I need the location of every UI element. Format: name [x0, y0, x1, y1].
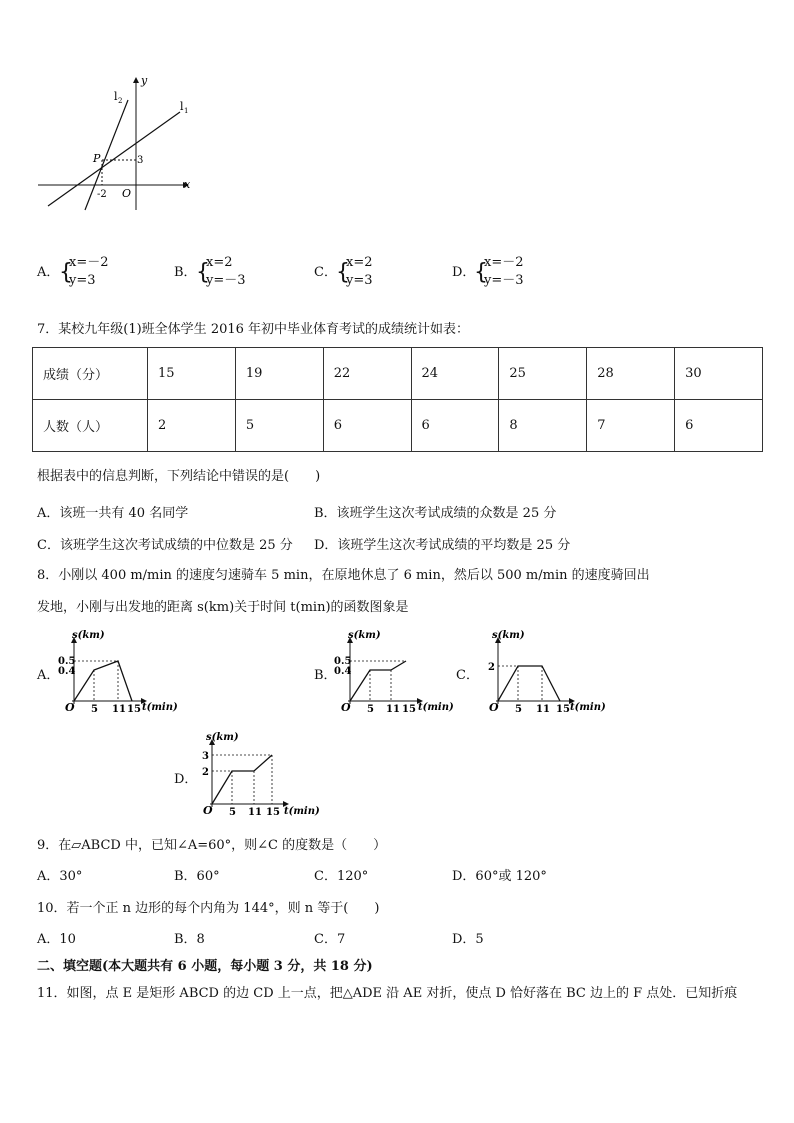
- q7-question: 根据表中的信息判断，下列结论中错误的是( ): [37, 469, 321, 484]
- table-cell: 15: [148, 348, 236, 400]
- q8-option-c-label[interactable]: C．: [456, 668, 479, 683]
- q6-figure: [30, 70, 200, 215]
- q7-option-d[interactable]: D．该班学生这次考试成绩的平均数是 25 分: [314, 538, 571, 553]
- q6-option-d[interactable]: [452, 256, 572, 292]
- l1-label: l: [180, 100, 184, 113]
- table-cell: 7: [587, 400, 675, 452]
- origin-label: O: [122, 187, 132, 200]
- equation-row-2: y=3: [69, 273, 96, 288]
- equation-row-2: y=3: [346, 273, 373, 288]
- q10-option-c[interactable]: C．7: [314, 932, 346, 947]
- brace-icon: {: [59, 260, 73, 285]
- origin-label: O: [65, 701, 75, 714]
- table-cell: 25: [499, 348, 587, 400]
- s-axis-label: s(km): [72, 630, 105, 641]
- value-label: 0.5: [58, 656, 76, 667]
- y-axis-label: y: [141, 74, 148, 87]
- table-cell: 5: [235, 400, 323, 452]
- option-label: C．: [314, 265, 337, 280]
- tick-label: 5: [91, 704, 98, 715]
- table-cell: 6: [675, 400, 763, 452]
- tick-label: 11: [248, 807, 262, 818]
- q9-option-a[interactable]: A．30°: [37, 869, 83, 884]
- origin-label: O: [341, 701, 351, 714]
- table-cell: 6: [323, 400, 411, 452]
- equation-row-1: x=－2: [484, 255, 524, 270]
- s-axis-label: s(km): [348, 630, 381, 641]
- q6-option-b[interactable]: [174, 256, 294, 292]
- value-label: 0.4: [58, 666, 76, 677]
- value-label: 0.4: [334, 666, 352, 677]
- q8-graph-d[interactable]: [196, 728, 320, 820]
- option-label: D．: [452, 265, 476, 280]
- tick-x-label: -2: [97, 189, 107, 200]
- q8-graph-b[interactable]: [334, 628, 454, 716]
- tick-y-label: 3: [137, 155, 144, 166]
- q6-option-a[interactable]: [37, 256, 157, 292]
- table-row: [33, 400, 763, 452]
- q9-option-b[interactable]: B．60°: [174, 869, 220, 884]
- tick-label: 11: [112, 704, 126, 715]
- l1-subscript: 1: [184, 107, 189, 115]
- s-axis-label: s(km): [492, 630, 525, 641]
- graph-path: [212, 755, 272, 804]
- tick-label: 5: [367, 704, 374, 715]
- tick-label: 5: [515, 704, 522, 715]
- value-label: 3: [202, 751, 209, 762]
- q10-option-d[interactable]: D．5: [452, 932, 484, 947]
- tick-label: 15: [266, 807, 280, 818]
- tick-label: 11: [536, 704, 550, 715]
- graph-path: [498, 666, 560, 701]
- table-cell: 28: [587, 348, 675, 400]
- t-axis-label: t(min): [570, 702, 606, 713]
- q10-option-b[interactable]: B．8: [174, 932, 205, 947]
- q7-stem: 7．某校九年级(1)班全体学生 2016 年初中毕业体育考试的成绩统计如表：: [37, 322, 470, 337]
- table-row: [33, 348, 763, 400]
- q10-stem: 10．若一个正 n 边形的每个内角为 144°，则 n 等于( ): [37, 901, 380, 916]
- tick-label: 5: [229, 807, 236, 818]
- table-cell: 6: [411, 400, 499, 452]
- table-cell: 19: [235, 348, 323, 400]
- tick-label: 15: [402, 704, 416, 715]
- graph-path: [350, 661, 406, 701]
- table-cell: 24: [411, 348, 499, 400]
- line-l1: [48, 112, 180, 206]
- q6-option-c[interactable]: [314, 256, 434, 292]
- tick-label: 11: [386, 704, 400, 715]
- score-table: [32, 347, 763, 452]
- value-label: 2: [202, 767, 209, 778]
- origin-label: O: [489, 701, 499, 714]
- equation-row-2: y=－3: [484, 273, 524, 288]
- option-label: A．: [37, 265, 60, 280]
- table-cell: 30: [675, 348, 763, 400]
- q8-graph-a[interactable]: [58, 628, 178, 716]
- equation-row-1: x=－2: [69, 255, 109, 270]
- option-label: B．: [174, 265, 197, 280]
- s-axis-label: s(km): [206, 732, 239, 743]
- q9-stem: 9．在▱ABCD 中，已知∠A=60°，则∠C 的度数是（ ）: [37, 838, 387, 853]
- table-cell: 22: [323, 348, 411, 400]
- tick-label: 15: [127, 704, 141, 715]
- value-label: 0.5: [334, 656, 352, 667]
- q11-stem: 11．如图，点 E 是矩形 ABCD 的边 CD 上一点，把△ADE 沿 AE 对折，使点 D 恰好落在 BC 边上的 F 点处．已知折痕: [37, 986, 738, 1001]
- value-label: 2: [488, 662, 495, 673]
- graph-path: [74, 661, 132, 701]
- tick-label: 15: [556, 704, 570, 715]
- q8-stem-line-1: 8．小刚以 400 m/min 的速度匀速骑车 5 min，在原地休息了 6 min，然后以 500 m/min 的速度骑回出: [37, 568, 650, 583]
- q9-option-c[interactable]: C．120°: [314, 869, 369, 884]
- l2-label: l: [114, 90, 118, 103]
- q8-stem-line-2: 发地，小刚与出发地的距离 s(km)关于时间 t(min)的函数图象是: [37, 600, 409, 615]
- x-axis-label: x: [184, 178, 191, 191]
- l2-subscript: 2: [118, 97, 123, 105]
- equation-row-2: y=－3: [206, 273, 246, 288]
- q7-option-a[interactable]: A．该班一共有 40 名同学: [37, 506, 189, 521]
- brace-icon: {: [196, 260, 210, 285]
- t-axis-label: t(min): [418, 702, 454, 713]
- t-axis-label: t(min): [284, 806, 320, 817]
- table-cell: 8: [499, 400, 587, 452]
- q7-option-c[interactable]: C．该班学生这次考试成绩的中位数是 25 分: [37, 538, 293, 553]
- table-header-cell: 人数（人）: [33, 400, 148, 452]
- q9-option-d[interactable]: D．60°或 120°: [452, 869, 547, 884]
- table-cell: 2: [148, 400, 236, 452]
- brace-icon: {: [474, 260, 488, 285]
- q7-option-b[interactable]: B．该班学生这次考试成绩的众数是 25 分: [314, 506, 557, 521]
- q10-option-a[interactable]: A．10: [37, 932, 76, 947]
- q8-option-b-label[interactable]: B．: [314, 668, 337, 683]
- point-p-label: P: [93, 152, 101, 165]
- q8-graph-c[interactable]: [482, 628, 606, 716]
- section-heading: 二、填空题(本大题共有 6 小题，每小题 3 分，共 18 分): [37, 959, 373, 974]
- t-axis-label: t(min): [142, 702, 178, 713]
- table-header-cell: 成绩（分）: [33, 348, 148, 400]
- brace-icon: {: [336, 260, 350, 285]
- q8-option-d-label[interactable]: D．: [174, 772, 198, 787]
- q8-option-a-label[interactable]: A．: [37, 668, 60, 683]
- equation-row-1: x=2: [206, 255, 233, 270]
- equation-row-1: x=2: [346, 255, 373, 270]
- origin-label: O: [203, 804, 213, 817]
